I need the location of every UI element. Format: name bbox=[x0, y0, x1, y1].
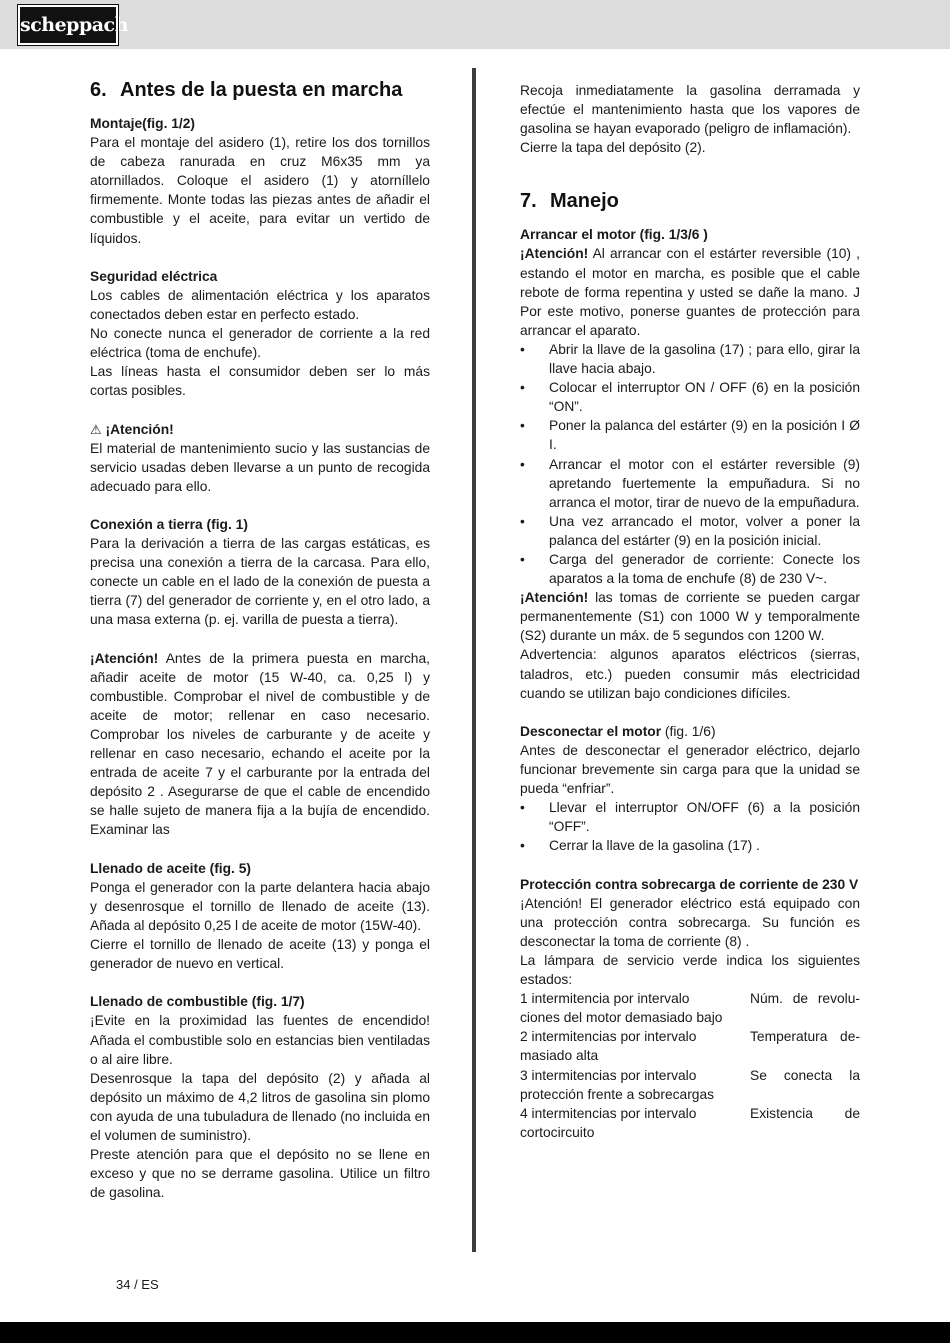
lamp-states-table bbox=[520, 989, 860, 1142]
footer-bar bbox=[0, 1322, 950, 1343]
state-meaning: Temperatura de- bbox=[750, 1029, 860, 1045]
combustible-line: ¡Evite en la proximidad las fuentes de encendido! Añada el combustible solo en estancias bien ventiladas o al aire libre. bbox=[90, 1013, 430, 1067]
warning-triangle-icon: ⚠ bbox=[90, 421, 102, 437]
aceite-line: Cierre el tornillo de llenado de aceite (13) y ponga el generador de nuevo en vertical. bbox=[90, 937, 430, 972]
atencion-heading: ⚠ ¡Atención! bbox=[90, 421, 174, 437]
list-item: • Una vez arrancado el motor, volver a poner la palanca del estárter (9) en la posición inicial. bbox=[520, 513, 860, 548]
list-item: • Arrancar el motor con el estárter reversible (9) apretando fuertemente la empuñadura. Si no arranca el motor, tirar de nuevo de la empuñadura. bbox=[520, 456, 860, 510]
list-item: • Llevar el interruptor ON/OFF (6) a la posición “OFF”. bbox=[520, 800, 860, 835]
advertencia-text: Advertencia: algunos aparatos eléctricos (sierras, taladros, etc.) pueden consumir más electricidad cuando se utilizan bajo condiciones difíciles. bbox=[520, 647, 860, 701]
lamp-text: La lámpara de servicio verde indica los siguientes estados: bbox=[520, 952, 860, 988]
aceite-title: Llenado de aceite (fig. 5) bbox=[90, 860, 251, 876]
state-meaning: Núm. de revolu- bbox=[750, 991, 860, 1007]
arrancar-steps bbox=[520, 340, 860, 588]
table-row bbox=[520, 1027, 860, 1046]
montaje-title: Montaje(fig. 1/2) bbox=[90, 116, 196, 131]
page-number: 34 / ES bbox=[116, 1277, 159, 1292]
state-meaning-cont: ciones del motor demasiado bajo bbox=[520, 1010, 723, 1026]
list-item: • Carga del generador de corriente: Conecte los aparatos a la toma de enchufe (8) de 230 V~. bbox=[520, 551, 860, 587]
column-divider bbox=[472, 68, 476, 1252]
brand-logo: scheppach bbox=[18, 5, 118, 45]
proteccion-text: ¡Atención! El generador eléctrico está equipado con una protección contra sobrecarga. Su función es desconectar la toma de corriente (8) . bbox=[520, 895, 860, 949]
list-item: • Cerrar la llave de la gasolina (17) . bbox=[520, 838, 760, 854]
seguridad-line: No conecte nunca el generador de corriente a la red eléctrica (toma de enchufe). bbox=[90, 326, 430, 361]
atencion-text: El material de mantenimiento sucio y las sustancias de servicio usadas deben llevarse a un punto de recogida adecuado para ello. bbox=[90, 440, 430, 494]
arrancar-attention: ¡Atención! Al arrancar con el estárter reversible (10) , estando el motor en marcha, es posible que el cable rebote de forma repentina y usted se dañe la mano. J Por este motivo, ponerse guantes de protección para arrancar el aparato. bbox=[520, 246, 860, 338]
header-bar bbox=[0, 0, 950, 49]
state-meaning: Existencia de bbox=[750, 1105, 860, 1121]
section-heading-7: 7. Manejo bbox=[520, 190, 619, 213]
table-row bbox=[520, 989, 860, 1008]
list-item: • Poner la palanca del estárter (9) en la posición I Ø I. bbox=[520, 418, 860, 453]
combustible-title: Llenado de combustible (fig. 1/7) bbox=[90, 994, 305, 1010]
table-row bbox=[520, 1008, 860, 1027]
combustible-line: Preste atención para que el depósito no se llene en exceso y que no se derrame gasolina. Utilice un filtro de gasolina. bbox=[90, 1147, 430, 1201]
state-count: 3 intermitencias por intervalo bbox=[520, 1067, 697, 1083]
table-row bbox=[520, 1046, 860, 1065]
montaje-text: Para el montaje del asidero (1), retire los dos tornillos de cabeza ranurada en cruz M6x35 mm ya atornillados. Coloque el asidero (1) y atorníllelo firmemente. Monte todas las piezas antes de añadir el combustible y el aceite, para evitar un vertido de líquidos. bbox=[90, 135, 430, 246]
table-row bbox=[520, 1104, 860, 1123]
atencion2-paragraph: ¡Atención! Antes de la primera puesta en marcha, añadir aceite de motor (15 W-40, ca. 0,25 l) y combustible. Comprobar el nivel de combustible y de aceite de motor; rellenar en caso necesario. Comprobar los niveles de carburante y de aceite y rellenar en caso necesario, echando el aceite por la entrada de aceite 7 y el carburante por la entrada del depósito 2 . Asegurarse de que el cable de encendido se halle sujeto de manera fija a la bujía de encendido. Examinar las bbox=[90, 650, 430, 838]
right-column bbox=[520, 81, 860, 1142]
desconectar-text: Antes de desconectar el generador eléctrico, dejarlo funcionar brevemente sin carga para que la unidad se pueda “enfriar”. bbox=[520, 742, 860, 797]
state-meaning-cont: masiado alta bbox=[520, 1048, 599, 1064]
left-column bbox=[90, 80, 430, 1202]
state-count: 2 intermitencias por intervalo bbox=[520, 1029, 697, 1045]
tierra-title: Conexión a tierra (fig. 1) bbox=[90, 516, 248, 532]
table-row bbox=[520, 1066, 860, 1085]
arrancar-attention2: ¡Atención! las tomas de corriente se pueden cargar permanentemente (S1) con 1000 W y temporalmente (S2) durante un máx. de 5 segundos con 1200 W. bbox=[520, 590, 860, 644]
state-meaning-cont: protección frente a sobrecargas bbox=[520, 1086, 715, 1102]
seguridad-line: Los cables de alimentación eléctrica y los aparatos conectados deben estar en perfecto estado. bbox=[90, 287, 430, 322]
table-row bbox=[520, 1085, 860, 1104]
desconectar-steps bbox=[520, 798, 860, 855]
list-item: • Colocar el interruptor ON / OFF (6) en la posición “ON”. bbox=[520, 380, 860, 415]
combustible-line: Desenrosque la tapa del depósito (2) y añada al depósito un máximo de 4,2 litros de gasolina sin plomo con ayuda de una tubuladura de llenado (no incluida en el volumen de suministro). bbox=[90, 1070, 430, 1143]
proteccion-title: Protección contra sobrecarga de corriente de 230 V bbox=[520, 876, 859, 892]
arrancar-title: Arrancar el motor (fig. 1/3/6 ) bbox=[520, 227, 708, 243]
tierra-text: Para la derivación a tierra de las cargas estáticas, es precisa una conexión a tierra de la carcasa. Para ello, conecte un cable en el lado de la conexión de puesta a tierra (7) del generador de corriente y, en el otro lado, a una masa externa (p. ej. varilla de puesta a tierra). bbox=[90, 536, 430, 628]
state-meaning: Se conecta la bbox=[750, 1067, 860, 1083]
section-heading-6: 6. Antes de la puesta en marcha bbox=[90, 79, 403, 101]
state-count: 1 intermitencia por intervalo bbox=[520, 991, 690, 1007]
aceite-line: Ponga el generador con la parte delantera hacia abajo y desenrosque el tornillo de llenado de aceite (13). Añada al depósito 0,25 l de aceite de motor (15W-40). bbox=[90, 879, 430, 933]
seguridad-line: Las líneas hasta el consumidor deben ser lo más cortas posibles. bbox=[90, 364, 430, 399]
intro-line: Cierre la tapa del depósito (2). bbox=[520, 140, 706, 156]
desconectar-title: Desconectar el motor (fig. 1/6) bbox=[520, 723, 716, 739]
state-count: 4 intermitencias por intervalo bbox=[520, 1105, 697, 1121]
list-item: • Abrir la llave de la gasolina (17) ; para ello, girar la llave hacia abajo. bbox=[520, 341, 860, 377]
state-meaning-cont: cortocircuito bbox=[520, 1124, 595, 1140]
seguridad-title: Seguridad eléctrica bbox=[90, 268, 218, 284]
intro-line: Recoja inmediatamente la gasolina derramada y efectúe el mantenimiento hasta que los vapores de gasolina se hayan evaporado (peligro de inflamación). bbox=[520, 83, 860, 137]
table-row bbox=[520, 1123, 860, 1142]
